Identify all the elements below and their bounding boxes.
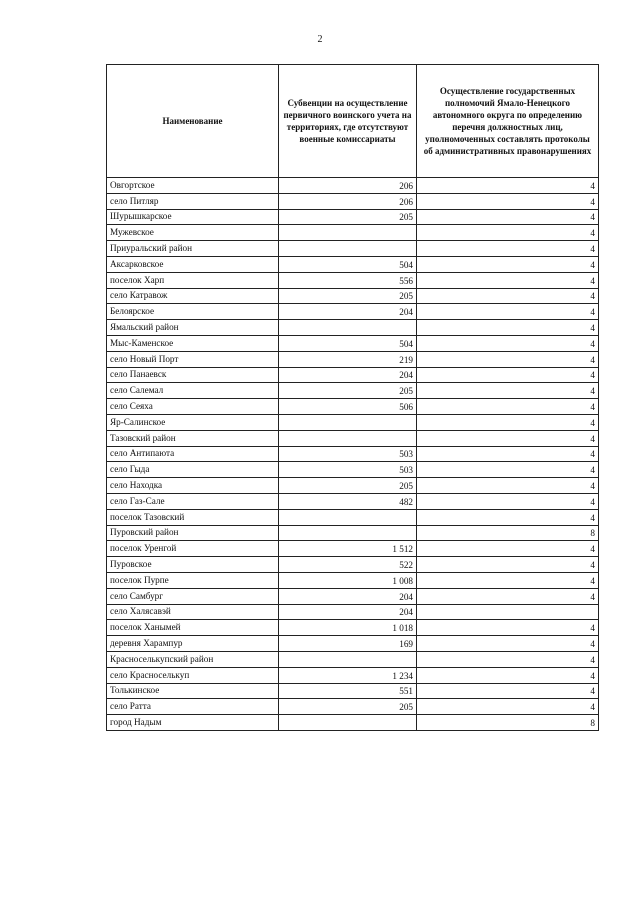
cell-subvention: 504 (279, 256, 417, 272)
cell-name: поселок Харп (107, 272, 279, 288)
cell-powers: 4 (417, 588, 599, 604)
cell-name: Ямальский район (107, 320, 279, 336)
cell-subvention: 503 (279, 446, 417, 462)
cell-subvention: 205 (279, 699, 417, 715)
cell-powers: 8 (417, 715, 599, 731)
page-number: 2 (317, 34, 323, 45)
cell-powers: 8 (417, 525, 599, 541)
cell-powers: 4 (417, 383, 599, 399)
table-row (107, 493, 599, 509)
cell-name: Приуральский район (107, 241, 279, 257)
cell-name: Мыс-Каменское (107, 335, 279, 351)
cell-name: село Новый Порт (107, 351, 279, 367)
cell-subvention: 204 (279, 588, 417, 604)
table-row (107, 557, 599, 573)
header-subvention: Субвенции на осуществление первичного воинского учета на территориях, где отсутствуют военные комиссариаты (279, 65, 417, 178)
table-row (107, 588, 599, 604)
cell-powers: 4 (417, 288, 599, 304)
cell-name: поселок Тазовский (107, 509, 279, 525)
cell-subvention: 1 234 (279, 667, 417, 683)
cell-name: село Красноселькуп (107, 667, 279, 683)
cell-name: город Надым (107, 715, 279, 731)
cell-name: село Гыда (107, 462, 279, 478)
cell-name: село Сеяха (107, 399, 279, 415)
cell-powers: 4 (417, 478, 599, 494)
table-row (107, 525, 599, 541)
cell-subvention: 206 (279, 178, 417, 194)
cell-subvention (279, 430, 417, 446)
cell-powers: 4 (417, 272, 599, 288)
table-row (107, 683, 599, 699)
cell-subvention (279, 651, 417, 667)
cell-subvention: 506 (279, 399, 417, 415)
table-row (107, 193, 599, 209)
cell-powers: 4 (417, 367, 599, 383)
cell-powers: 4 (417, 304, 599, 320)
cell-powers: 4 (417, 620, 599, 636)
cell-powers: 4 (417, 572, 599, 588)
cell-name: поселок Ханымей (107, 620, 279, 636)
cell-subvention: 205 (279, 209, 417, 225)
cell-name: Шурышкарское (107, 209, 279, 225)
cell-powers: 4 (417, 541, 599, 557)
cell-subvention: 204 (279, 367, 417, 383)
cell-subvention: 169 (279, 636, 417, 652)
table-row (107, 620, 599, 636)
cell-name: поселок Пурпе (107, 572, 279, 588)
cell-powers: 4 (417, 241, 599, 257)
cell-name: Тазовский район (107, 430, 279, 446)
table-row (107, 320, 599, 336)
cell-name: село Ратта (107, 699, 279, 715)
table-row (107, 541, 599, 557)
table-row (107, 636, 599, 652)
cell-powers: 4 (417, 351, 599, 367)
table-row (107, 335, 599, 351)
cell-name: Овгортское (107, 178, 279, 194)
cell-subvention (279, 509, 417, 525)
cell-name: село Находка (107, 478, 279, 494)
cell-subvention (279, 715, 417, 731)
cell-name: село Самбург (107, 588, 279, 604)
cell-subvention: 482 (279, 493, 417, 509)
table-row (107, 399, 599, 415)
table-row (107, 572, 599, 588)
cell-name: село Халясавэй (107, 604, 279, 620)
cell-name: Пуровский район (107, 525, 279, 541)
table-row (107, 651, 599, 667)
cell-powers: 4 (417, 320, 599, 336)
table-row (107, 604, 599, 620)
table-row (107, 367, 599, 383)
cell-subvention (279, 241, 417, 257)
table-row (107, 178, 599, 194)
cell-powers: 4 (417, 430, 599, 446)
cell-subvention: 556 (279, 272, 417, 288)
cell-powers (417, 604, 599, 620)
cell-subvention (279, 225, 417, 241)
cell-subvention (279, 320, 417, 336)
cell-subvention: 504 (279, 335, 417, 351)
table-row (107, 478, 599, 494)
header-name: Наименование (107, 65, 279, 178)
cell-name: Толькинское (107, 683, 279, 699)
cell-subvention (279, 525, 417, 541)
table-row (107, 225, 599, 241)
table-row (107, 383, 599, 399)
table-row (107, 256, 599, 272)
cell-powers: 4 (417, 683, 599, 699)
cell-subvention: 1 008 (279, 572, 417, 588)
table-header-row (107, 65, 599, 178)
table-row (107, 304, 599, 320)
table-body (107, 178, 599, 731)
table-row (107, 288, 599, 304)
cell-powers: 4 (417, 509, 599, 525)
table-row (107, 272, 599, 288)
cell-powers: 4 (417, 493, 599, 509)
cell-subvention: 219 (279, 351, 417, 367)
table-row (107, 509, 599, 525)
cell-subvention: 205 (279, 478, 417, 494)
cell-subvention: 503 (279, 462, 417, 478)
cell-name: деревня Харампур (107, 636, 279, 652)
cell-powers: 4 (417, 667, 599, 683)
cell-name: село Газ-Сале (107, 493, 279, 509)
cell-subvention: 1 512 (279, 541, 417, 557)
table-row (107, 667, 599, 683)
cell-powers: 4 (417, 178, 599, 194)
cell-subvention: 206 (279, 193, 417, 209)
cell-name: Яр-Салинское (107, 414, 279, 430)
cell-powers: 4 (417, 699, 599, 715)
table-row (107, 446, 599, 462)
cell-powers: 4 (417, 399, 599, 415)
cell-powers: 4 (417, 209, 599, 225)
table-row (107, 209, 599, 225)
cell-name: село Питляр (107, 193, 279, 209)
table-row (107, 715, 599, 731)
cell-name: Аксарковское (107, 256, 279, 272)
cell-subvention: 522 (279, 557, 417, 573)
cell-subvention: 205 (279, 383, 417, 399)
cell-name: Пуровское (107, 557, 279, 573)
cell-powers: 4 (417, 446, 599, 462)
cell-name: село Панаевск (107, 367, 279, 383)
cell-powers: 4 (417, 414, 599, 430)
cell-subvention: 204 (279, 604, 417, 620)
cell-subvention (279, 414, 417, 430)
cell-powers: 4 (417, 256, 599, 272)
header-powers: Осуществление государственных полномочий Ямало-Ненецкого автономного округа по определению перечня должностных лиц, уполномоченных составлять протоколы об административных правонарушениях (417, 65, 599, 178)
cell-subvention: 1 018 (279, 620, 417, 636)
table-row (107, 462, 599, 478)
table-row (107, 241, 599, 257)
cell-subvention: 204 (279, 304, 417, 320)
cell-name: село Антипаюта (107, 446, 279, 462)
cell-name: поселок Уренгой (107, 541, 279, 557)
cell-powers: 4 (417, 557, 599, 573)
cell-subvention: 205 (279, 288, 417, 304)
allocation-table (106, 64, 599, 731)
cell-powers: 4 (417, 225, 599, 241)
cell-powers: 4 (417, 335, 599, 351)
cell-powers: 4 (417, 636, 599, 652)
cell-powers: 4 (417, 462, 599, 478)
table-row (107, 699, 599, 715)
cell-name: Мужевское (107, 225, 279, 241)
cell-name: село Салемал (107, 383, 279, 399)
table-row (107, 351, 599, 367)
table-row (107, 414, 599, 430)
cell-name: Белоярское (107, 304, 279, 320)
cell-name: село Катравож (107, 288, 279, 304)
cell-powers: 4 (417, 193, 599, 209)
cell-name: Красноселькупский район (107, 651, 279, 667)
cell-subvention: 551 (279, 683, 417, 699)
cell-powers: 4 (417, 651, 599, 667)
table-row (107, 430, 599, 446)
